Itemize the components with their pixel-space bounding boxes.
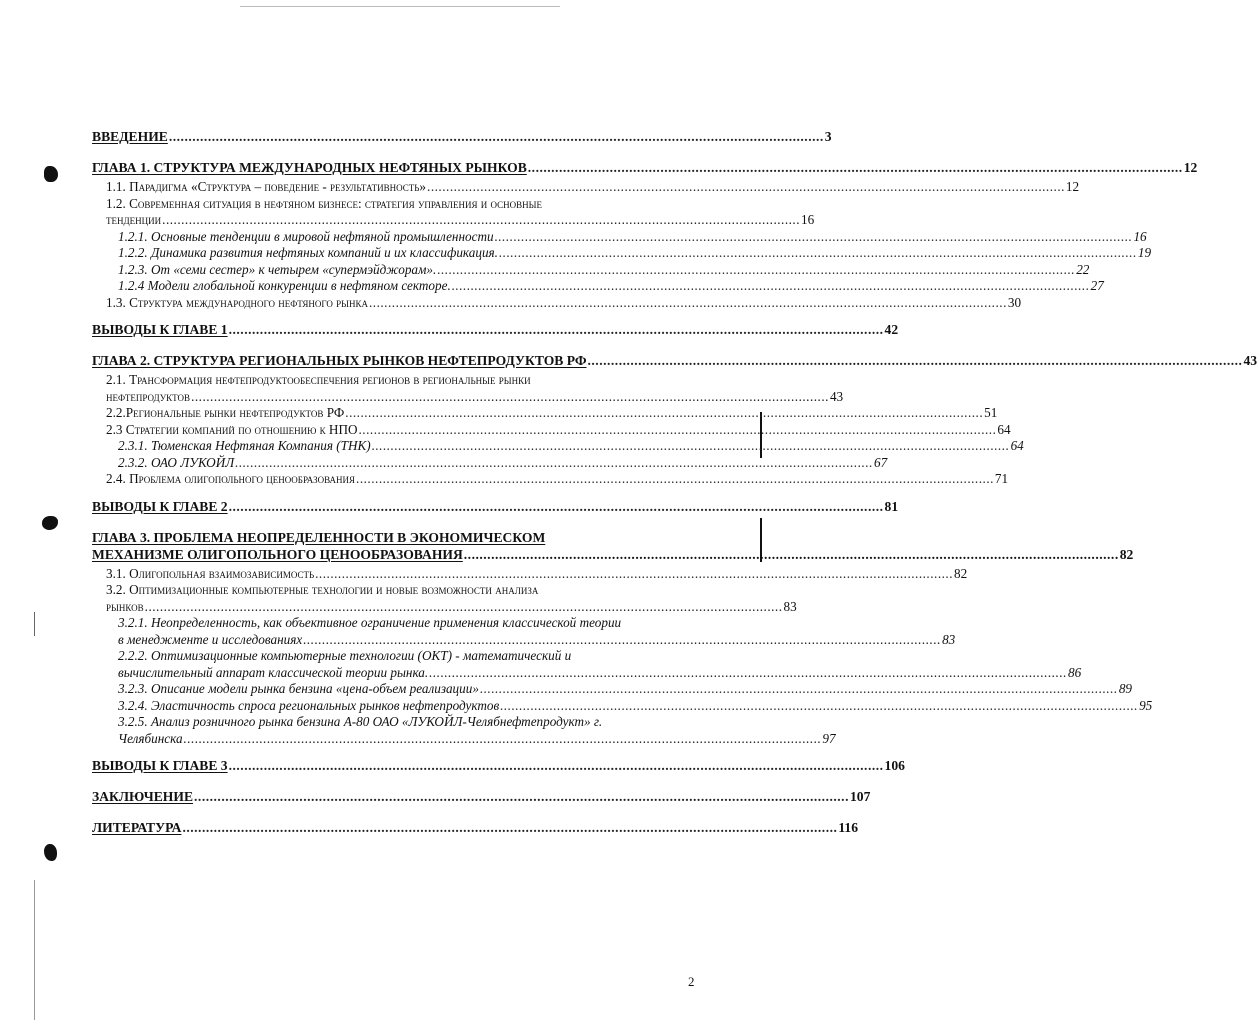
toc-section-1-2[interactable]: 1.2. Современная ситуация в нефтяном бизнесе: стратегия управления и основные тенденции ........................................................................................................................................................................ 16 [106, 195, 815, 227]
scan-blot-3 [44, 844, 57, 861]
scan-edge-line [240, 6, 560, 7]
toc-literature[interactable]: ЛИТЕРАТУРА ........................................................................................................................................................................ 116 [92, 820, 859, 835]
toc-conclusion[interactable]: ЗАКЛЮЧЕНИЕ ........................................................................................................................................................................ 107 [92, 789, 871, 804]
toc-section-1-3[interactable]: 1.3. Структура международного нефтяного рынка ........................................................................................................................................................................ 30 [106, 294, 1022, 310]
toc-section-1-2-3[interactable]: 1.2.3. От «семи сестер» к четырем «супермэйджорам». ........................................................................................................................................................................ 22 [118, 261, 1090, 277]
toc-section-1-2-2[interactable]: 1.2.2. Динамика развития нефтяных компаний и их классификация. ........................................................................................................................................................................ 19 [118, 245, 1152, 260]
scan-line-left-2 [34, 880, 35, 1020]
table-of-contents [92, 128, 1257, 836]
toc-section-2-3-1[interactable]: 2.3.1. Тюменская Нефтяная Компания (ТНК) ........................................................................................................................................................................ 64 [118, 438, 1024, 453]
toc-section-2-3[interactable]: 2.3 Стратегии компаний по отношению к НПО ........................................................................................................................................................................ 64 [106, 421, 1011, 437]
toc-section-1-2-4[interactable]: 1.2.4 Модели глобальной конкуренции в нефтяном секторе. ........................................................................................................................................................................ 27 [118, 278, 1104, 293]
toc-section-3-2[interactable]: 3.2. Оптимизационные компьютерные технологии и новые возможности анализа рынков ........................................................................................................................................................................ 83 [106, 582, 797, 614]
toc-chapter-3[interactable]: ГЛАВА 3. ПРОБЛЕМА НЕОПРЕДЕЛЕННОСТИ В ЭКОНОМИЧЕСКОМ МЕХАНИЗМЕ ОЛИГОПОЛЬНОГО ЦЕНООБРАЗОВАНИЯ ........................................................................................................................................................................ 82 [92, 529, 1134, 562]
toc-section-1-2-1[interactable]: 1.2.1. Основные тенденции в мировой нефтяной промышленности ........................................................................................................................................................................ 16 [118, 228, 1147, 244]
toc-section-3-2-5[interactable]: 3.2.5. Анализ розничного рынка бензина А-80 ОАО «ЛУКОЙЛ-Челябнефтепродукт» г. Челябинска ........................................................................................................................................................................ 97 [118, 714, 836, 746]
toc-section-3-2-3[interactable]: 3.2.3. Описание модели рынка бензина «цена-объем реализации» ........................................................................................................................................................................ 89 [118, 681, 1132, 696]
toc-section-3-1[interactable]: 3.1. Олигопольная взаимозависимость ........................................................................................................................................................................ 82 [106, 565, 968, 581]
toc-chapter-1[interactable]: ГЛАВА 1. СТРУКТУРА МЕЖДУНАРОДНЫХ НЕФТЯНЫХ РЫНКОВ ........................................................................................................................................................................ 12 [92, 160, 1198, 175]
toc-section-2-4[interactable]: 2.4. Проблема олигопольного ценообразования ........................................................................................................................................................................ 71 [106, 471, 1009, 486]
page-number: 2 [688, 974, 695, 989]
scan-line-left [34, 612, 35, 636]
toc-section-2-3-2[interactable]: 2.3.2. ОАО ЛУКОЙЛ ........................................................................................................................................................................ 67 [118, 454, 888, 470]
toc-section-3-2-2[interactable]: 2.2.2. Оптимизационные компьютерные технологии (ОКТ) - математический и вычислительный аппарат классической теории рынка. ........................................................................................................................................................................ 86 [118, 648, 1082, 680]
toc-section-2-1[interactable]: 2.1. Трансформация нефтепродуктообеспечения регионов в региональные рынки нефтепродуктов ........................................................................................................................................................................ 43 [106, 372, 844, 404]
toc-section-2-2[interactable]: 2.2.Региональные рынки нефтепродуктов РФ ........................................................................................................................................................................ 51 [106, 405, 998, 420]
toc-conclusions-2[interactable]: ВЫВОДЫ К ГЛАВЕ 2 ........................................................................................................................................................................ 81 [92, 498, 899, 514]
toc-section-1-1[interactable]: 1.1. Парадигма «Структура – поведение - результативность» ........................................................................................................................................................................ 12 [106, 179, 1080, 194]
toc-section-3-2-4[interactable]: 3.2.4. Эластичность спроса региональных рынков нефтепродуктов ........................................................................................................................................................................ 95 [118, 697, 1153, 713]
toc-conclusions-1[interactable]: ВЫВОДЫ К ГЛАВЕ 1 ........................................................................................................................................................................ 42 [92, 322, 899, 337]
scan-blot-1 [44, 166, 58, 182]
scan-blot-2 [42, 516, 58, 530]
toc-intro[interactable]: ВВЕДЕНИЕ ........................................................................................................................................................................ 3 [92, 129, 832, 144]
toc-section-3-2-1[interactable]: 3.2.1. Неопределенность, как объективное ограничение применения классической теории в менеджменте и исследованиях ........................................................................................................................................................................ 83 [118, 615, 956, 647]
toc-conclusions-3[interactable]: ВЫВОДЫ К ГЛАВЕ 3 ........................................................................................................................................................................ 106 [92, 758, 905, 773]
toc-chapter-2[interactable]: ГЛАВА 2. СТРУКТУРА РЕГИОНАЛЬНЫХ РЫНКОВ НЕФТЕПРОДУКТОВ РФ ........................................................................................................................................................................ 43 [92, 353, 1257, 368]
